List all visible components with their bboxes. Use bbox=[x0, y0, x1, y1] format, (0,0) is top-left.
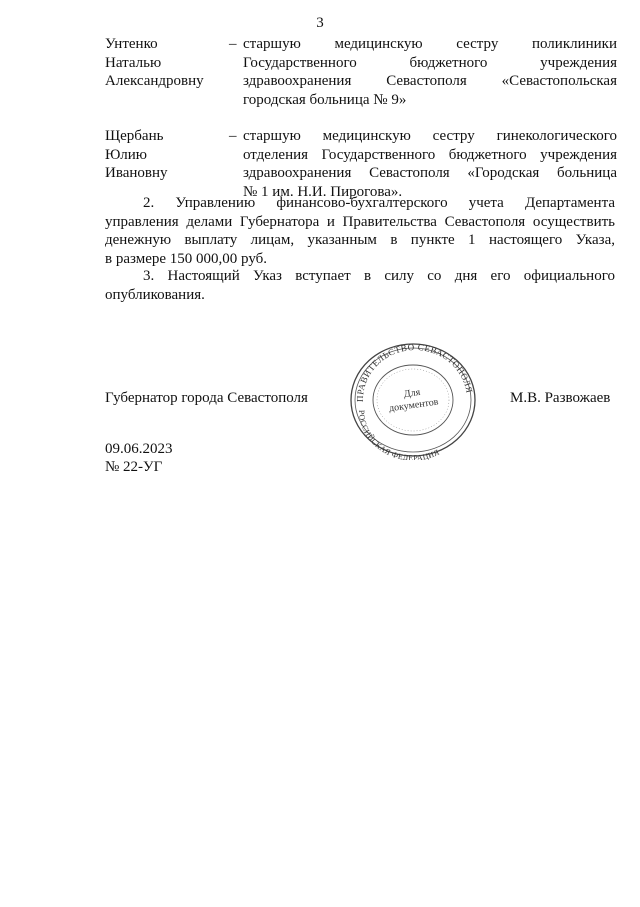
page-number: 3 bbox=[316, 15, 324, 31]
svg-text:РОССИЙСКАЯ ФЕДЕРАЦИЯ bbox=[357, 410, 441, 460]
desc-line: здравоохранения Севастополя «Городская больница bbox=[243, 165, 617, 181]
dash: – bbox=[229, 36, 237, 52]
seal-center-line2: документов bbox=[388, 396, 440, 415]
name-line: Наталью bbox=[105, 54, 162, 71]
paragraph-line: денежную выплату лицам, указанным в пункте 1 настоящего Указа, bbox=[105, 232, 615, 248]
seal-center-line1: Для bbox=[403, 386, 421, 401]
paragraph-line: 2. Управлению финансово-бухгалтерского учета Департамента bbox=[143, 195, 615, 211]
name-line: Ивановну bbox=[105, 165, 168, 181]
desc-line: старшую медицинскую сестру гинекологического bbox=[243, 128, 617, 144]
document-number: № 22-УГ bbox=[105, 459, 163, 475]
signatory-name: М.В. Развожаев bbox=[510, 390, 611, 406]
name-line: Юлию bbox=[105, 146, 147, 163]
paragraph-line: управления делами Губернатора и Правительства Севастополя осуществить bbox=[105, 213, 615, 230]
seal-stamp-icon bbox=[345, 340, 481, 460]
desc-line: Государственного бюджетного учреждения bbox=[243, 54, 617, 71]
paragraph-line: 3. Настоящий Указ вступает в силу со дня его официального bbox=[143, 268, 615, 284]
paragraph-line: опубликования. bbox=[105, 286, 205, 303]
paragraph-line: в размере 150 000,00 руб. bbox=[105, 250, 267, 267]
paragraph-2 bbox=[105, 194, 615, 268]
appointee-name bbox=[105, 35, 230, 91]
official-seal bbox=[345, 340, 481, 460]
dash: – bbox=[229, 128, 237, 144]
desc-line: отделения Государственного бюджетного учреждения bbox=[243, 146, 617, 163]
seal-outer-text: ПРАВИТЕЛЬСТВО СЕВАСТОПОЛЯ bbox=[354, 341, 475, 403]
document-date: 09.06.2023 bbox=[105, 441, 173, 457]
signatory-position: Губернатор города Севастополя bbox=[105, 390, 308, 406]
desc-line: здравоохранения Севастополя «Севастопольская bbox=[243, 73, 617, 89]
desc-line: старшую медицинскую сестру поликлиники bbox=[243, 36, 617, 52]
paragraph-3 bbox=[105, 267, 615, 304]
name-line: Унтенко bbox=[105, 36, 158, 52]
name-line: Александровну bbox=[105, 73, 204, 89]
appointee-description bbox=[243, 35, 617, 109]
desc-line: № 1 им. Н.И. Пирогова». bbox=[243, 183, 403, 200]
desc-line: городская больница № 9» bbox=[243, 91, 407, 108]
appointee-name bbox=[105, 127, 230, 183]
appointee-description bbox=[243, 127, 617, 201]
name-line: Щербань bbox=[105, 128, 164, 144]
seal-bottom-text: РОССИЙСКАЯ ФЕДЕРАЦИЯ bbox=[356, 409, 441, 460]
